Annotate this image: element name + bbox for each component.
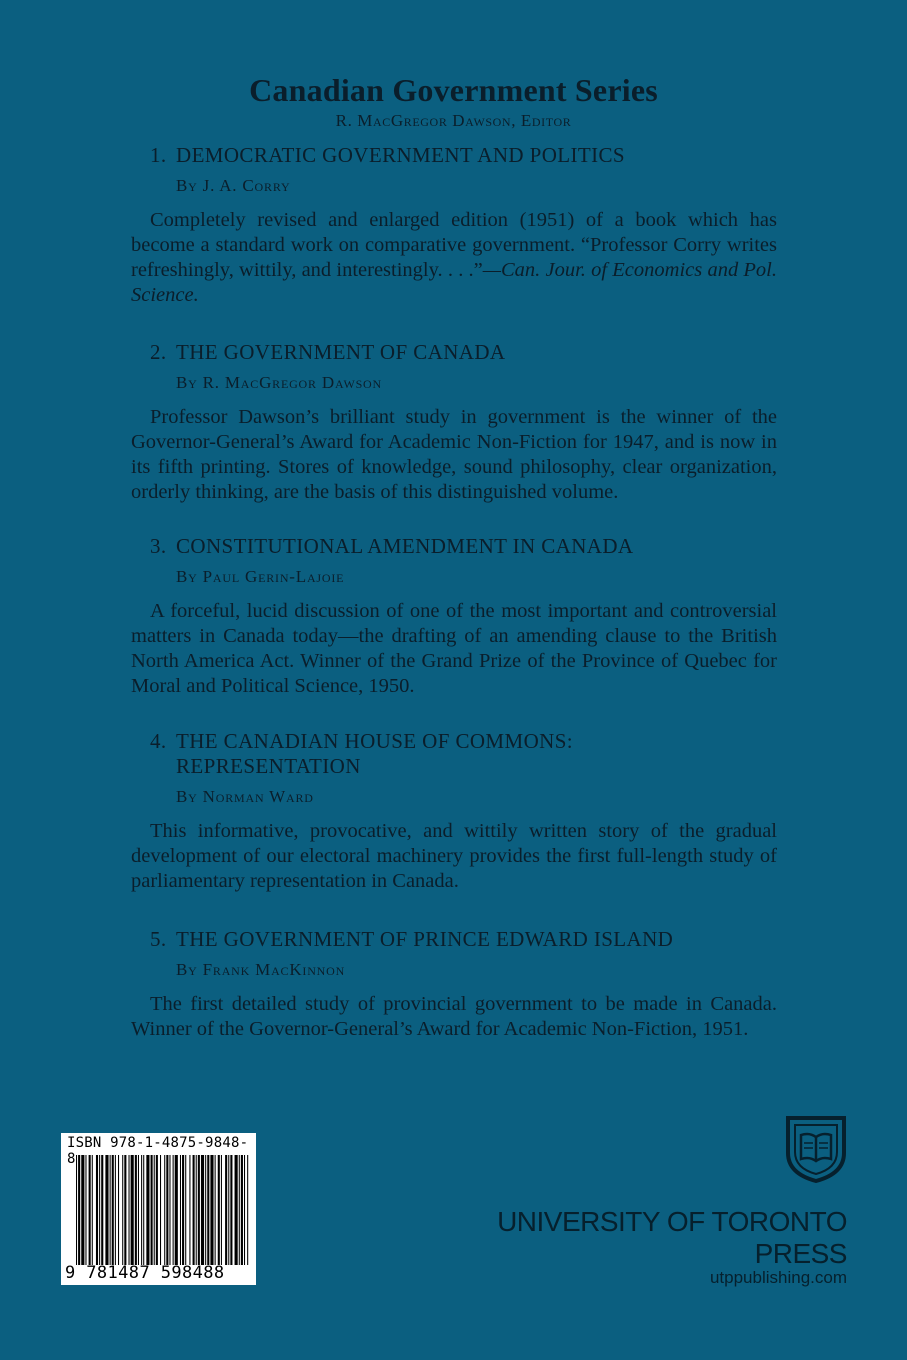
book-author: By Norman Ward: [176, 787, 314, 806]
book-number: 1.: [150, 143, 167, 167]
barcode-bar: [101, 1155, 103, 1265]
barcode-bar: [182, 1155, 184, 1265]
barcode-bar: [115, 1155, 116, 1265]
barcode-bar: [141, 1155, 142, 1265]
barcode-bar: [198, 1155, 200, 1265]
barcode-bar: [164, 1155, 165, 1265]
barcode-bar: [180, 1155, 181, 1265]
book-entry: [131, 927, 777, 1042]
book-title: [150, 729, 777, 779]
book-author: By Frank MacKinnon: [176, 960, 346, 979]
book-number: 2.: [150, 340, 167, 364]
barcode-bar: [110, 1155, 111, 1265]
barcode-bar: [81, 1155, 84, 1265]
barcode-bar: [189, 1155, 190, 1265]
barcode-bar: [239, 1155, 240, 1265]
barcode-bar: [196, 1155, 197, 1265]
book-title: [150, 927, 777, 952]
book-description: [131, 992, 777, 1042]
book-author: By Paul Gerin-Lajoie: [176, 567, 345, 586]
barcode-bar: [156, 1155, 158, 1265]
barcode-bar: [99, 1155, 100, 1265]
book-title-text: THE GOVERNMENT OF PRINCE EDWARD ISLAND: [176, 927, 674, 951]
barcode-bar: [129, 1155, 130, 1265]
barcode-bar: [78, 1155, 80, 1265]
book-entry: [131, 729, 777, 894]
barcode-bar: [218, 1155, 220, 1265]
book-description: [131, 819, 777, 894]
book-title: [150, 143, 777, 168]
barcode-bar: [151, 1155, 153, 1265]
barcode-bar: [89, 1155, 91, 1265]
barcode-bar: [185, 1155, 186, 1265]
barcode-bar: [124, 1155, 126, 1265]
book-description-text: The first detailed study of provincial government to be made in Canada. Winner of the Governor-General’s Award for Academic Non-Fiction, 1951.: [131, 993, 777, 1040]
shield-book-icon: [785, 1115, 847, 1183]
barcode-bar: [221, 1155, 222, 1265]
book-title: [150, 340, 777, 365]
book-entry: [131, 340, 777, 505]
book-author: By J. A. Corry: [176, 176, 291, 195]
book-title-text: THE CANADIAN HOUSE OF COMMONS:: [176, 729, 574, 753]
barcode-digits: 9 781487 598488: [65, 1263, 225, 1283]
barcode-bar: [118, 1155, 119, 1265]
book-title-text: CONSTITUTIONAL AMENDMENT IN CANADA: [176, 534, 634, 558]
barcode-bar: [207, 1155, 209, 1265]
barcode-bar: [173, 1155, 174, 1265]
barcode-bar: [112, 1155, 114, 1265]
barcode-bar: [175, 1155, 178, 1265]
book-author: By R. MacGregor Dawson: [176, 373, 382, 392]
barcode-bar: [205, 1155, 206, 1265]
barcode-bar: [215, 1155, 216, 1265]
book-title-text: DEMOCRATIC GOVERNMENT AND POLITICS: [176, 143, 625, 167]
book-number: 4.: [150, 729, 167, 753]
book-citation: —Can. Jour. of Economics and Pol. Science.: [131, 259, 777, 306]
barcode-bar: [166, 1155, 168, 1265]
barcode-bar: [241, 1155, 243, 1265]
barcode-bar: [85, 1155, 86, 1265]
book-entry: [131, 534, 777, 699]
barcode-bar: [131, 1155, 134, 1265]
publisher-name: UNIVERSITY OF TORONTO PRESS: [497, 1206, 847, 1269]
publisher-url[interactable]: utppublishing.com: [709, 1268, 847, 1287]
barcode-bar: [135, 1155, 137, 1265]
barcode-bars: [76, 1155, 250, 1265]
barcode-bar: [138, 1155, 139, 1265]
book-title-line2: REPRESENTATION: [176, 754, 361, 778]
barcode-bar: [76, 1155, 77, 1265]
barcode-bar: [225, 1155, 227, 1265]
book-description: [131, 599, 777, 699]
barcode-bar: [193, 1155, 195, 1265]
book-number: 3.: [150, 534, 167, 558]
book-title-text: THE GOVERNMENT OF CANADA: [176, 340, 506, 364]
isbn-label: ISBN 978-1-4875-9848-8: [67, 1135, 249, 1167]
barcode-bar: [201, 1155, 204, 1265]
book-description-text: Completely revised and enlarged edition (1951) of a book which has become a standard work on comparative government. “Professor Corry writes refreshingly, wittily, and interestingly. . . .”: [131, 209, 777, 281]
book-description: [131, 405, 777, 505]
barcode-bar: [146, 1155, 149, 1265]
barcode-bar: [92, 1155, 93, 1265]
barcode-bar: [210, 1155, 213, 1265]
barcode-bar: [154, 1155, 155, 1265]
book-number: 5.: [150, 927, 167, 951]
barcode-bar: [230, 1155, 232, 1265]
book-description: [131, 208, 777, 308]
barcode-bar: [169, 1155, 170, 1265]
book-description-text: This informative, provocative, and wittily written story of the gradual development of our electoral machinery provides the first full-length study of parliamentary representation in Canada.: [131, 820, 777, 892]
barcode-bar: [105, 1155, 108, 1265]
barcode-bar: [122, 1155, 123, 1265]
book-description-text: A forceful, lucid discussion of one of the most important and controversial matters in Canada today—the drafting of an amending clause to the British North America Act. Winner of the Grand Prize of the Province of Quebec for Moral and Political Science, 1950.: [131, 600, 777, 697]
barcode-bar: [244, 1155, 245, 1265]
barcode-bar: [247, 1155, 248, 1265]
series-title: Canadian Government Series: [249, 72, 658, 108]
book-entry: [131, 143, 777, 308]
barcode-bar: [235, 1155, 238, 1265]
barcode-bar: [228, 1155, 229, 1265]
barcode-bar: [143, 1155, 144, 1265]
barcode-bar: [96, 1155, 98, 1265]
isbn-barcode: [61, 1133, 256, 1285]
barcode-bar: [160, 1155, 161, 1265]
book-description-text: Professor Dawson’s brilliant study in government is the winner of the Governor-General’s Award for Academic Non-Fiction for 1947, and is now in its fifth printing. Stores of knowledge, sound philosophy, clear organization, orderly thinking, are the basis of this distinguished volume.: [131, 406, 777, 503]
book-title: [150, 534, 777, 559]
series-editor: R. MacGregor Dawson, Editor: [335, 111, 572, 130]
